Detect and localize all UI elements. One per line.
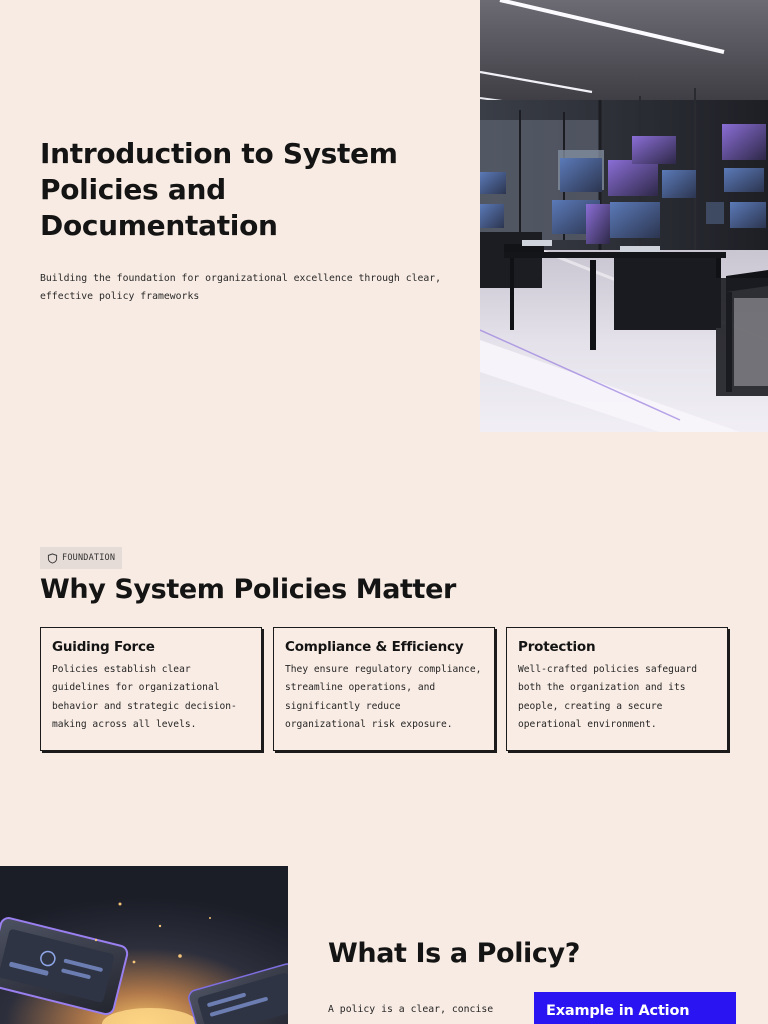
tag-label: FOUNDATION [62,553,116,563]
card-text: Well-crafted policies safeguard both the organization and its people, creating a secure operational environment. [518,664,698,731]
example-callout [534,992,736,1024]
card-compliance-efficiency [273,627,495,751]
cards-row [40,627,728,751]
shield-icon [47,553,58,564]
hero-text-block [40,136,460,306]
card-protection [506,627,728,751]
card-text: They ensure regulatory compliance, streamline operations, and significantly reduce organizational risk exposure. [285,664,482,731]
card-title: Compliance & Efficiency [285,639,464,655]
card-guiding-force [40,627,262,751]
policy-title: What Is a Policy? [328,938,580,969]
card-title: Protection [518,639,596,655]
card-title: Guiding Force [52,639,155,655]
section-title: Why System Policies Matter [40,574,456,605]
policy-text: A policy is a clear, concise [328,1004,494,1015]
card-text: Policies establish clear guidelines for organizational behavior and strategic decision-making across all levels. [52,664,237,731]
foundation-tag [40,547,122,569]
hero-office-image [480,0,768,432]
hero-title: Introduction to System Policies and Documentation [40,137,398,242]
example-title: Example in Action [546,1003,690,1019]
hero-subtitle: Building the foundation for organizational excellence through clear, effective policy frameworks [40,273,442,302]
policy-devices-image [0,866,288,1024]
